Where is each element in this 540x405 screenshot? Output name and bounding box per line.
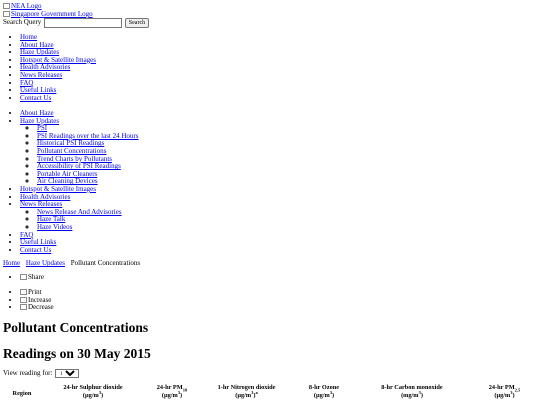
side-nav-item [20,201,139,231]
co-unit-base: (mg/m [401,392,419,399]
news-release-advisories-link[interactable]: News Release And Advisories [37,207,122,216]
search-button[interactable]: Search [125,18,149,28]
co-unit-close: ) [420,392,423,399]
pm10-sub: 10 [182,387,188,393]
view-reading-label: View reading for: [3,369,53,378]
top-nav [3,34,96,102]
breadcrumb-home-link[interactable]: Home [3,259,21,267]
pm10-name: 24-hr PM [156,384,183,391]
pm10-unit-sup: 3 [177,389,180,395]
print-icon [20,289,27,295]
co-unit [354,389,470,400]
readings-heading: Readings on 30 May 2015 [3,346,151,361]
pollutant-table [3,384,539,400]
so2-unit-sup: 3 [98,389,101,395]
increase-label: Increase [28,295,52,304]
pm10-unit-close: ) [180,392,183,399]
pm25-header [470,384,539,400]
so2-unit-base: (µg/m [82,392,99,399]
share-icon [20,273,28,281]
haze-updates-submenu [20,125,139,186]
co-header [354,384,470,400]
breadcrumb-current: Pollutant Concentrations [70,259,141,267]
so2-unit-close: ) [101,392,104,399]
top-nav-contact-link[interactable]: Contact Us [20,93,52,102]
no2-name: 1-hr Nitrogen dioxide [217,384,276,391]
psi-24h-link[interactable]: PSI Readings over the last 24 Hours [37,131,139,140]
side-nav-useful-links-link[interactable]: Useful Links [20,238,57,247]
pm25-sub: 2.5 [514,387,521,393]
decrease-label: Decrease [28,303,54,312]
so2-unit [41,389,145,400]
share-label: Share [28,273,44,281]
top-nav-health-link[interactable]: Health Advisories [20,63,71,72]
side-nav [3,110,139,254]
top-nav-hotspot-link[interactable]: Hotspot & Satellite Images [20,55,97,64]
side-nav-news-link[interactable]: News Releases [20,200,63,209]
share-list [3,274,44,282]
reading-time-select[interactable] [55,369,79,378]
side-nav-item [20,118,139,186]
no2-unit-sup: 3 [251,389,254,395]
view-reading-control [3,369,79,378]
pollutant-concentrations-link[interactable]: Pollutant Concentrations [37,146,107,155]
top-nav-useful-links-link[interactable]: Useful Links [20,86,57,95]
o3-name: 8-hr Ozone [308,384,340,391]
top-nav-news-link[interactable]: News Releases [20,70,63,79]
no2-footnote-mark: a [255,389,258,395]
top-nav-item [20,95,96,103]
decrease-text-item[interactable] [20,304,54,312]
side-nav-faq-link[interactable]: FAQ [20,230,34,239]
trend-charts-link[interactable]: Trend Charts by Pollutants [37,154,112,163]
page-title: Pollutant Concentrations [3,320,149,335]
no2-header [199,384,294,400]
page-tools [3,289,54,312]
broken-image-icon [3,11,10,17]
so2-header [41,384,145,400]
table-header-row [3,384,539,400]
o3-unit-sup: 3 [329,389,332,395]
decrease-icon [20,304,27,310]
co-unit-sup: 3 [418,389,421,395]
pm25-unit-sup: 3 [510,389,513,395]
side-nav-hotspot-link[interactable]: Hotspot & Satellite Images [20,184,97,193]
breadcrumb [3,260,144,268]
o3-unit [294,389,354,400]
so2-name: 24-hr Sulphur dioxide [63,384,123,391]
no2-unit-base: (µg/m [235,392,252,399]
no2-unit [199,389,294,400]
region-header: Region [12,390,32,397]
broken-image-icon [3,3,10,9]
search-form [3,18,149,28]
side-nav-haze-updates-link[interactable]: Haze Updates [20,116,60,125]
nea-logo-alt: NEA Logo [11,2,42,10]
o3-unit-close: ) [332,392,335,399]
side-nav-about-link[interactable]: About Haze [20,109,54,117]
top-nav-home-link[interactable]: Home [20,33,38,41]
increase-icon [20,297,27,303]
print-label: Print [28,288,42,296]
side-nav-health-link[interactable]: Health Advisories [20,192,71,201]
submenu-item [37,224,139,232]
top-nav-about-link[interactable]: About Haze [20,40,54,49]
no2-unit-close: ) [253,392,256,399]
pm25-name: 24-hr PM [488,384,515,391]
air-cleaning-devices-link[interactable]: Air Cleaning Devices [37,177,98,186]
pm10-header [145,384,199,400]
historical-psi-link[interactable]: Historical PSI Readings [37,139,105,148]
news-submenu [20,209,139,232]
psi-accessibility-link[interactable]: Accessibility of PSI Readings [37,162,121,171]
gov-logo-alt: Singapore Government Logo [11,10,93,18]
search-label: Search Query [3,18,42,27]
breadcrumb-haze-updates-link[interactable]: Haze Updates [25,259,65,267]
pm25-unit-base: (µg/m [494,392,511,399]
psi-link[interactable]: PSI [37,124,48,133]
portable-air-cleaners-link[interactable]: Portable Air Cleaners [37,169,98,178]
pm25-unit-close: ) [512,392,515,399]
co-name: 8-hr Carbon monoxide [381,384,443,391]
pm10-unit-base: (µg/m [161,392,178,399]
share-item[interactable] [20,274,44,282]
haze-talk-link[interactable]: Haze Talk [37,215,66,224]
side-nav-contact-link[interactable]: Contact Us [20,245,52,254]
search-input[interactable] [44,18,122,28]
o3-header [294,384,354,400]
side-nav-item [20,247,139,255]
top-nav-haze-updates-link[interactable]: Haze Updates [20,48,60,57]
haze-videos-link[interactable]: Haze Videos [37,222,73,231]
o3-unit-base: (µg/m [313,392,330,399]
top-nav-faq-link[interactable]: FAQ [20,78,34,87]
